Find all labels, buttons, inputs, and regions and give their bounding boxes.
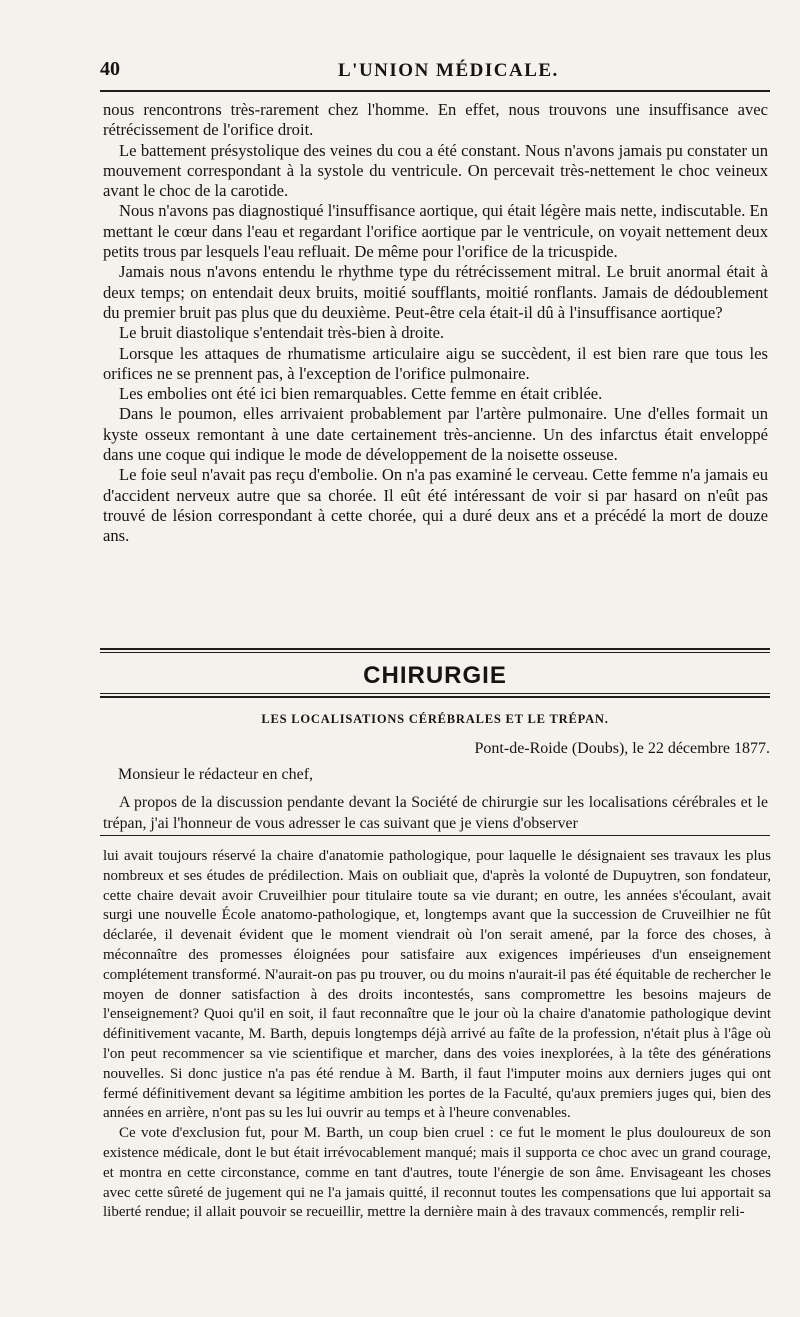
paragraph: nous rencontrons très-rarement chez l'homme. En effet, nous trouvons une insuffisance avec rétrécissement de l'orifice droit. [103, 100, 768, 140]
paragraph: Les embolies ont été ici bien remarquables. Cette femme en était criblée. [119, 384, 603, 404]
paragraph: Le bruit diastolique s'entendait très-bien à droite. [119, 323, 445, 343]
section-rule-top [100, 648, 770, 653]
paragraph: A propos de la discussion pendante devant la Société de chirurgie sur les localisations cérébrales et le trépan, j'ai l'honneur de vous adresser le cas suivant que je viens d'observer [103, 794, 768, 832]
paragraph: Lorsque les attaques de rhumatisme articulaire aigu se succèdent, il est bien rare que tous les orifices ne se prennent pas, à l'exception de l'orifice pulmonaire. [103, 343, 768, 383]
section-rule-bottom [100, 693, 770, 698]
salutation: Monsieur le rédacteur en chef, [118, 766, 314, 783]
header-rule [100, 90, 770, 92]
page-header [100, 58, 780, 88]
journal-title: L'UNION MÉDICALE. [338, 60, 559, 81]
dateline: Pont-de-Roide (Doubs), le 22 décembre 1877. [474, 740, 770, 757]
paragraph: Jamais nous n'avons entendu le rhythme type du rétrécissement mitral. Le bruit anormal était à deux temps; on entendait deux bruits, moitié soufflants, moitié ronflants. Jamais de dédoublement du premier bruit pas plus que du deuxième. Peut-être cela était-il dû à l'insuffisance aortique? [103, 262, 768, 322]
page-number: 40 [100, 58, 120, 80]
section-title: CHIRURGIE [363, 662, 507, 689]
paragraph: Ce vote d'exclusion fut, pour M. Barth, un coup bien cruel : ce fut le moment le plus douloureux de son existence médicale, dont le but était irrévocablement manqué; mais il supporta ce choc avec un grand courage, et montra en cette circonstance, comme en tant d'autres, toute l'énergie de son âme. Envisageant les choses avec cette sûreté de jugement qui ne l'a jamais quitté, il reconnut toutes les compensations que lui apportait sa liberté rendue; il allait pouvoir se recueillir, mettre la dernière main à des travaux commencés, remplir reli- [103, 1125, 771, 1221]
article-text-top [103, 100, 768, 547]
feuilleton-rule [100, 835, 770, 836]
paragraph: Le battement présystolique des veines du cou a été constant. Nous n'avons jamais pu constater un mouvement correspondant à la systole du ventricule. On percevait très-nettement le choc veineux avant le choc de la carotide. [103, 140, 768, 201]
paragraph: Le foie seul n'avait pas reçu d'embolie. On n'a pas examiné le cerveau. Cette femme n'a jamais eu d'accident nerveux autre que sa chorée. Il eût été intéressant de voir si par hasard on n'eût pas trouvé de lésion correspondant à cette chorée, qui a duré deux ans et a précédé la mort de douze ans. [103, 465, 768, 546]
article-subtitle: LES LOCALISATIONS CÉRÉBRALES ET LE TRÉPAN. [261, 712, 609, 726]
article-text-bottom [103, 847, 771, 1223]
paragraph: lui avait toujours réservé la chaire d'anatomie pathologique, pour laquelle le désignaient ses travaux les plus nombreux et ses études de prédilection. Mais on oubliait que, d'après la volonté de Dupuytren, son fondateur, cette chaire devait avoir Cruveilhier pour titulaire toute sa vie durant; en outre, les années s'écoulant, avait surgi une nouvelle École anatomo-pathologique, et, longtemps avant que la succession de Cruveilhier ne fût déclarée, il devenait évident que le moment viendrait où l'on serait amené, par la force des choses, à méconnaître des promesses éloignées pour satisfaire aux exigences impérieuses d'un enseignement complétement transformé. N'aurait-on pas pu trouver, ou du moins n'aurait-il pas été équitable de rechercher le moyen de donner satisfaction à des droits incontestés, sans compromettre les besoins majeurs de l'enseignement? Quoi qu'il en soit, il faut reconnaître que le jour où la chaire d'anatomie pathologique devint définitivement vacante, M. Barth, depuis longtemps déjà arrivé au faîte de la profession, n'était plus à l'âge où l'on peut recommencer sa vie scientifique et marcher, dans des voies inexplorées, à la tête des générations nouvelles. Si donc justice n'a pas été rendue à M. Barth, il faut l'imputer moins aux derniers juges qui ont fermé définitivement devant sa légitime ambition les portes de la Faculté, qu'aux premiers juges qui, bien des années en arrière, n'ont pas su les lui ouvrir au temps et à l'heure convenables. [103, 848, 771, 1122]
letter-intro [103, 792, 768, 834]
paragraph: Nous n'avons pas diagnostiqué l'insuffisance aortique, qui était légère mais nette, indiscutable. En mettant le cœur dans l'eau et regardant l'orifice aortique par le ventricule, on voyait nettement deux petits trous par lesquels l'eau refluait. De même pour l'orifice de la tricuspide. [103, 201, 768, 262]
paragraph: Dans le poumon, elles arrivaient probablement par l'artère pulmonaire. Une d'elles formait un kyste osseux remontant à une date certainement très-ancienne. Un des infarctus était enveloppé dans une coque qui indique le mode de développement de la noisette osseuse. [103, 404, 768, 465]
